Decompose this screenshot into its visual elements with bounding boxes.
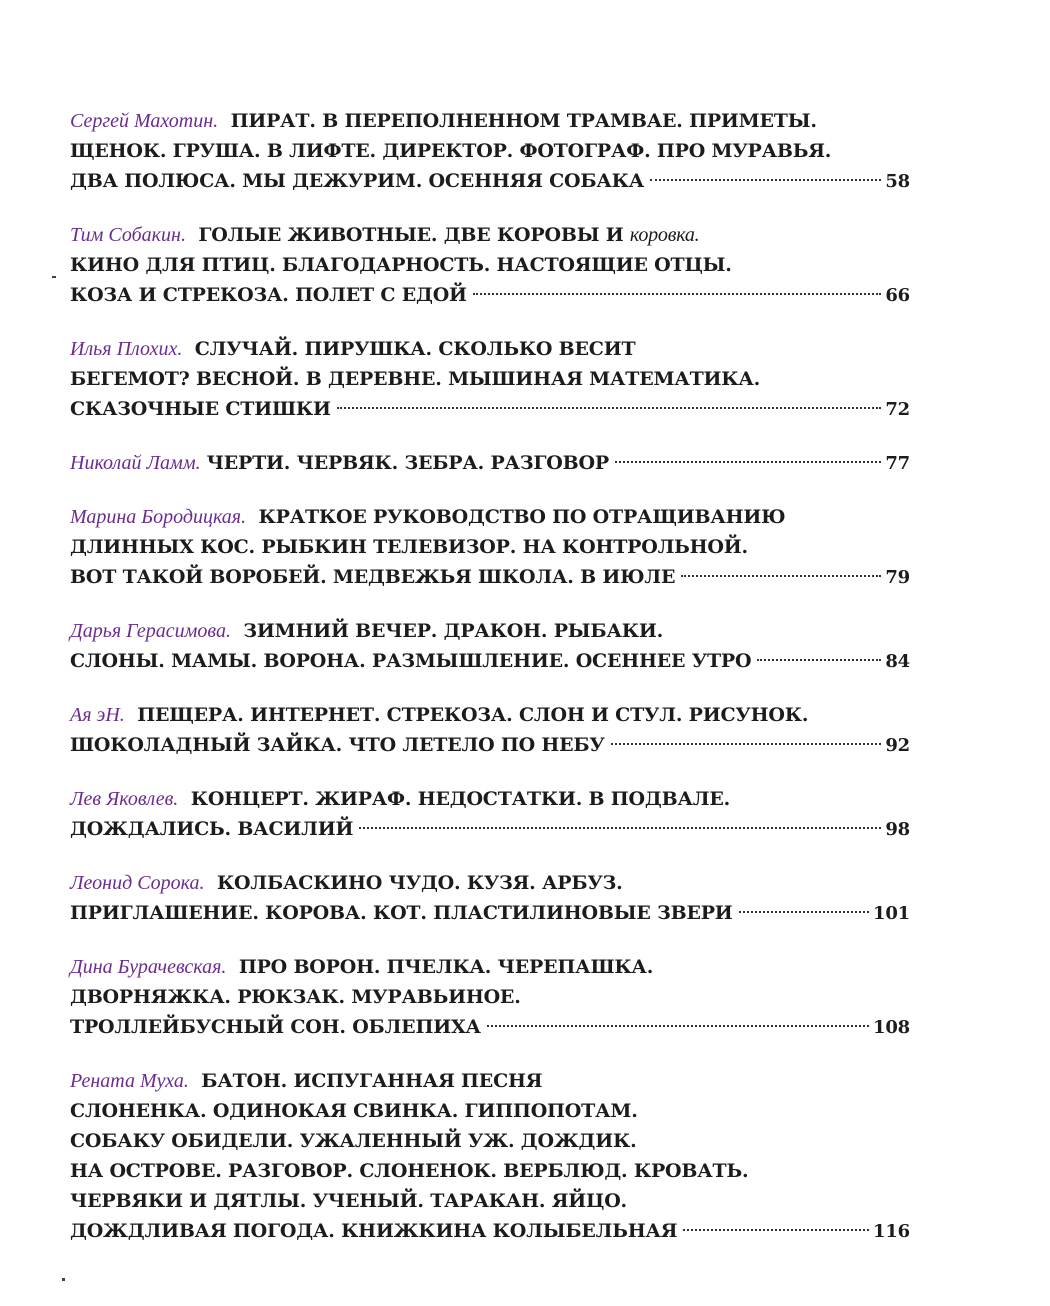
toc-line: [70, 868, 910, 898]
toc-titles: СКАЗОЧНЫЕ СТИШКИ: [70, 398, 331, 420]
author-name: Рената Муха.: [70, 1070, 189, 1092]
toc-titles: ЗИМНИЙ ВЕЧЕР. ДРАКОН. РЫБАКИ.: [243, 620, 663, 642]
toc-line-last: [70, 730, 910, 760]
author-name: Сергей Махотин.: [70, 110, 219, 132]
toc-titles: БАТОН. ИСПУГАННАЯ ПЕСНЯ: [201, 1070, 543, 1092]
toc-entry: [70, 952, 910, 1042]
toc-line-last: [70, 280, 910, 310]
toc-titles: КОНЦЕРТ. ЖИРАФ. НЕДОСТАТКИ. В ПОДВАЛЕ.: [190, 788, 731, 810]
author-name: Леонид Сорока.: [70, 872, 205, 894]
toc-titles: ЧЕРТИ. ЧЕРВЯК. ЗЕБРА. РАЗГОВОР: [206, 452, 609, 474]
toc-entry: [70, 1066, 910, 1246]
toc-entry: [70, 868, 910, 928]
dot-leader: [615, 461, 881, 463]
toc-line: [70, 952, 910, 982]
page-number: 92: [885, 735, 910, 756]
toc-titles: СЛОНЫ. МАМЫ. ВОРОНА. РАЗМЫШЛЕНИЕ. ОСЕННЕЕ УТРО: [70, 650, 752, 672]
author-name: Дина Бурачевская.: [70, 956, 227, 978]
toc-titles: ПРО ВОРОН. ПЧЕЛКА. ЧЕРЕПАШКА.: [238, 956, 654, 978]
toc-line: [70, 700, 910, 730]
dot-leader: [487, 1025, 869, 1027]
dot-leader: [757, 659, 881, 661]
toc-line: [70, 1126, 910, 1156]
author-name: Николай Ламм.: [70, 452, 201, 474]
toc-line-last: [70, 898, 910, 928]
toc-titles: БЕГЕМОТ? ВЕСНОЙ. В ДЕРЕВНЕ. МЫШИНАЯ МАТЕМАТИКА.: [70, 368, 761, 390]
toc-titles: ТРОЛЛЕЙБУСНЫЙ СОН. ОБЛЕПИХА: [70, 1016, 481, 1038]
toc-titles: КРАТКОЕ РУКОВОДСТВО ПО ОТРАЩИВАНИЮ: [258, 506, 786, 528]
page-number: 79: [885, 567, 910, 588]
toc-titles: НА ОСТРОВЕ. РАЗГОВОР. СЛОНЕНОК. ВЕРБЛЮД. КРОВАТЬ.: [70, 1160, 749, 1182]
page-number: 108: [873, 1017, 910, 1038]
toc-entry: [70, 106, 910, 196]
toc-line-last: [70, 1216, 910, 1246]
toc-line: [70, 106, 910, 136]
toc-titles: СЛОНЕНКА. ОДИНОКАЯ СВИНКА. ГИППОПОТАМ.: [70, 1100, 638, 1122]
toc-line: [70, 616, 910, 646]
toc-titles: СЛУЧАЙ. ПИРУШКА. СКОЛЬКО ВЕСИТ: [194, 338, 636, 360]
toc-line: [70, 220, 910, 250]
toc-titles: ВОТ ТАКОЙ ВОРОБЕЙ. МЕДВЕЖЬЯ ШКОЛА. В ИЮЛЕ: [70, 566, 676, 588]
page-number: 72: [885, 399, 910, 420]
dot-leader: [650, 179, 881, 181]
toc-titles: ДОЖДЛИВАЯ ПОГОДА. КНИЖКИНА КОЛЫБЕЛЬНАЯ: [70, 1220, 678, 1242]
toc-line-last: [70, 394, 910, 424]
toc-titles: ДОЖДАЛИСЬ. ВАСИЛИЙ: [70, 818, 354, 840]
toc-entry: [70, 334, 910, 424]
toc-entry: [70, 784, 910, 844]
page-number: 101: [873, 903, 910, 924]
toc-titles: ШОКОЛАДНЫЙ ЗАЙКА. ЧТО ЛЕТЕЛО ПО НЕБУ: [70, 734, 605, 756]
toc-titles: ДВА ПОЛЮСА. МЫ ДЕЖУРИМ. ОСЕННЯЯ СОБАКА: [70, 170, 645, 192]
toc-line: [70, 1096, 910, 1126]
table-of-contents: [70, 106, 910, 1270]
toc-line: [70, 1186, 910, 1216]
toc-line: [70, 502, 910, 532]
toc-titles: ПИРАТ. В ПЕРЕПОЛНЕННОМ ТРАМВАЕ. ПРИМЕТЫ.: [230, 110, 817, 132]
toc-line: [70, 784, 910, 814]
toc-line: [70, 1066, 910, 1096]
toc-line-last: [70, 448, 910, 478]
dot-leader: [681, 575, 881, 577]
toc-titles: ГОЛЫЕ ЖИВОТНЫЕ. ДВЕ КОРОВЫ И: [198, 224, 624, 246]
page-number: 58: [885, 171, 910, 192]
toc-titles: ЧЕРВЯКИ И ДЯТЛЫ. УЧЕНЫЙ. ТАРАКАН. ЯЙЦО.: [70, 1190, 627, 1212]
toc-line-last: [70, 814, 910, 844]
toc-line: [70, 136, 910, 166]
page-number: 77: [885, 453, 910, 474]
toc-line-last: [70, 166, 910, 196]
toc-titles: КИНО ДЛЯ ПТИЦ. БЛАГОДАРНОСТЬ. НАСТОЯЩИЕ ОТЦЫ.: [70, 254, 732, 276]
toc-line: [70, 1156, 910, 1186]
toc-line-last: [70, 646, 910, 676]
author-name: Лев Яковлев.: [70, 788, 179, 810]
toc-titles: КОЗА И СТРЕКОЗА. ПОЛЕТ С ЕДОЙ: [70, 284, 467, 306]
toc-entry: [70, 448, 910, 478]
toc-entry: [70, 700, 910, 760]
toc-line: [70, 532, 910, 562]
dot-leader: [739, 911, 869, 913]
toc-titles: ПЕЩЕРА. ИНТЕРНЕТ. СТРЕКОЗА. СЛОН И СТУЛ. РИСУНОК.: [137, 704, 809, 726]
toc-line: [70, 250, 910, 280]
toc-title-italic: коровка.: [629, 224, 700, 246]
author-name: Дарья Герасимова.: [70, 620, 231, 642]
dot-leader: [473, 293, 882, 295]
toc-line-last: [70, 562, 910, 592]
toc-titles: ПРИГЛАШЕНИЕ. КОРОВА. КОТ. ПЛАСТИЛИНОВЫЕ ЗВЕРИ: [70, 902, 733, 924]
author-name: Ая эН.: [70, 704, 125, 726]
toc-titles: ЩЕНОК. ГРУША. В ЛИФТЕ. ДИРЕКТОР. ФОТОГРАФ. ПРО МУРАВЬЯ.: [70, 140, 832, 162]
toc-entry: [70, 616, 910, 676]
author-name: Марина Бородицкая.: [70, 506, 247, 528]
author-name: Тим Собакин.: [70, 224, 186, 246]
toc-line: [70, 364, 910, 394]
scan-speck: [52, 276, 56, 278]
toc-line-last: [70, 1012, 910, 1042]
author-name: Илья Плохих.: [70, 338, 183, 360]
toc-titles: КОЛБАСКИНО ЧУДО. КУЗЯ. АРБУЗ.: [216, 872, 623, 894]
page-number: 98: [885, 819, 910, 840]
toc-line: [70, 334, 910, 364]
dot-leader: [683, 1229, 869, 1231]
toc-titles: ДЛИННЫХ КОС. РЫБКИН ТЕЛЕВИЗОР. НА КОНТРОЛЬНОЙ.: [70, 536, 748, 558]
dot-leader: [359, 827, 881, 829]
dot-leader: [337, 407, 882, 409]
page-number: 66: [885, 285, 910, 306]
scan-speck: [62, 1278, 65, 1281]
page-number: 116: [873, 1221, 910, 1242]
toc-entry: [70, 220, 910, 310]
page-number: 84: [885, 651, 910, 672]
toc-line: [70, 982, 910, 1012]
toc-titles: ДВОРНЯЖКА. РЮКЗАК. МУРАВЬИНОЕ.: [70, 986, 521, 1008]
toc-titles: СОБАКУ ОБИДЕЛИ. УЖАЛЕННЫЙ УЖ. ДОЖДИК.: [70, 1130, 637, 1152]
dot-leader: [611, 743, 882, 745]
toc-entry: [70, 502, 910, 592]
